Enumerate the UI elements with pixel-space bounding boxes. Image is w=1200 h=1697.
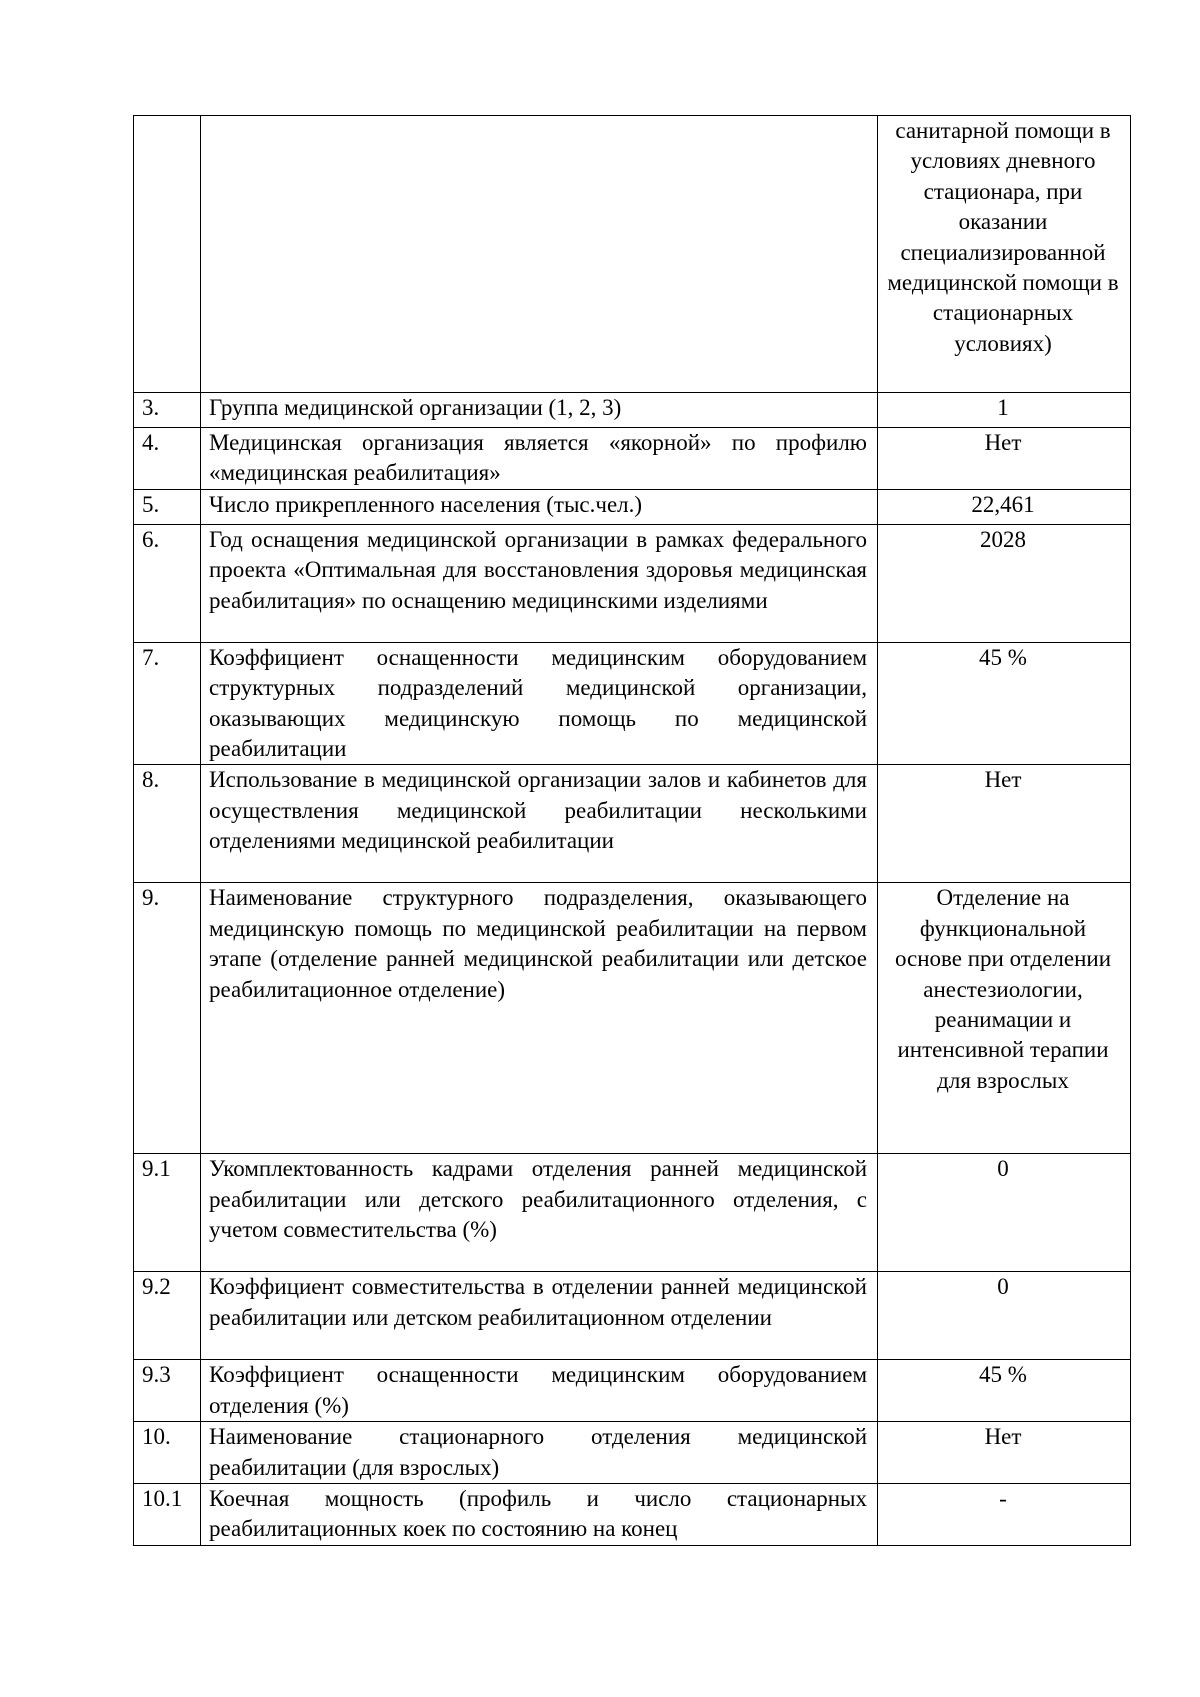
row-value: Нет (878, 428, 1131, 490)
row-number: 5. (134, 489, 201, 524)
table-row (134, 765, 1131, 883)
row-number: 9.2 (134, 1272, 201, 1360)
data-table (133, 115, 1131, 1546)
table-row (134, 116, 1131, 393)
row-value: Нет (878, 765, 1131, 883)
table-row (134, 489, 1131, 524)
row-number: 8. (134, 765, 201, 883)
row-value: Нет (878, 1422, 1131, 1484)
row-value: 1 (878, 393, 1131, 428)
table-row (134, 524, 1131, 642)
row-value: 2028 (878, 524, 1131, 642)
row-label: Год оснащения медицинской организации в рамках федерального проекта «Оптимальная для восстановления здоровья медицинская реабилитация» по оснащению медицинскими изделиями (201, 524, 878, 642)
table-row (134, 883, 1131, 1154)
row-label: Использование в медицинской организации залов и кабинетов для осуществления медицинской реабилитации несколькими отделениями медицинской реабилитации (201, 765, 878, 883)
row-number: 7. (134, 642, 201, 765)
row-number: 6. (134, 524, 201, 642)
row-number: 3. (134, 393, 201, 428)
row-number: 10.1 (134, 1484, 201, 1546)
row-value: Отделение на функциональной основе при отделении анестезиологии, реанимации и интенсивной терапии для взрослых (878, 883, 1131, 1154)
table-row (134, 393, 1131, 428)
row-label: Коэффициент оснащенности медицинским оборудованием структурных подразделений медицинской организации, оказывающих медицинскую помощь по медицинской реабилитации (201, 642, 878, 765)
row-number: 9.1 (134, 1154, 201, 1272)
row-value: 0 (878, 1272, 1131, 1360)
row-label (201, 116, 878, 393)
table-row (134, 1154, 1131, 1272)
row-value: санитарной помощи в условиях дневного стационара, при оказании специализированной медицинской помощи в стационарных условиях) (878, 116, 1131, 393)
row-value: 45 % (878, 1360, 1131, 1422)
row-value: 45 % (878, 642, 1131, 765)
row-label: Укомплектованность кадрами отделения ранней медицинской реабилитации или детского реабилитационного отделения, с учетом совместительства (%) (201, 1154, 878, 1272)
row-label: Наименование стационарного отделения медицинской реабилитации (для взрослых) (201, 1422, 878, 1484)
row-value: - (878, 1484, 1131, 1546)
table-row (134, 642, 1131, 765)
row-number: 4. (134, 428, 201, 490)
row-label: Наименование структурного подразделения, оказывающего медицинскую помощь по медицинской реабилитации на первом этапе (отделение ранней медицинской реабилитации или детское реабилитационное отделение) (201, 883, 878, 1154)
row-number: 10. (134, 1422, 201, 1484)
row-label: Медицинская организация является «якорной» по профилю «медицинская реабилитация» (201, 428, 878, 490)
row-label: Коэффициент оснащенности медицинским оборудованием отделения (%) (201, 1360, 878, 1422)
row-label: Число прикрепленного населения (тыс.чел.) (201, 489, 878, 524)
table-row (134, 1422, 1131, 1484)
table-row (134, 1484, 1131, 1546)
row-value: 0 (878, 1154, 1131, 1272)
row-number: 9. (134, 883, 201, 1154)
row-value: 22,461 (878, 489, 1131, 524)
row-number (134, 116, 201, 393)
table-row (134, 1272, 1131, 1360)
row-label: Коэффициент совместительства в отделении ранней медицинской реабилитации или детском реабилитационном отделении (201, 1272, 878, 1360)
row-number: 9.3 (134, 1360, 201, 1422)
table-row (134, 428, 1131, 490)
row-label: Коечная мощность (профиль и число стационарных реабилитационных коек по состоянию на конец (201, 1484, 878, 1546)
table-row (134, 1360, 1131, 1422)
row-label: Группа медицинской организации (1, 2, 3) (201, 393, 878, 428)
